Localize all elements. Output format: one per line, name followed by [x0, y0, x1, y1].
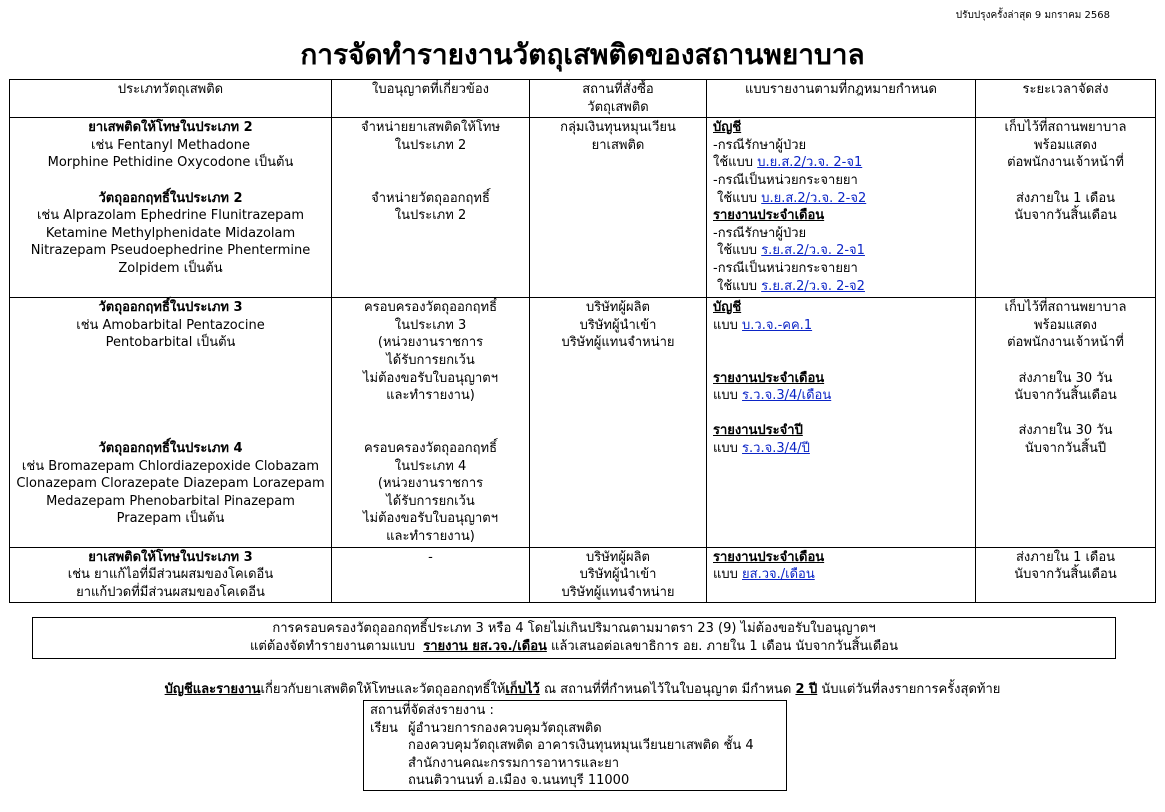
- purchase-text: กลุ่มเงินทุนหมุนเวียน: [560, 120, 676, 136]
- drug-examples: เช่น Amobarbital Pentazocine: [76, 317, 265, 333]
- drug-examples: Ketamine Methylphenidate Midazolam: [45, 225, 296, 241]
- report-forms-cell: [707, 118, 976, 298]
- drug-examples: Prazepam เป็นต้น: [116, 511, 225, 527]
- license-cell: [332, 547, 530, 603]
- license-cell: [332, 118, 530, 298]
- form-prefix: แบบ: [713, 440, 738, 456]
- address-recipient: ผู้อำนวยการกองควบคุมวัตถุเสพติด: [408, 720, 602, 736]
- drug-group-title: วัตถุออกฤทธิ์ในประเภท 4: [98, 440, 243, 456]
- address-line: กองควบคุมวัตถุเสพติด อาคารเงินทุนหมุนเวียนยาเสพติด ชั้น 4: [408, 738, 754, 754]
- license-text: (หน่วยงานราชการ: [377, 476, 484, 492]
- report-heading: รายงานประจำเดือน: [713, 208, 825, 224]
- period-text: ต่อพนักงานเจ้าหน้าที่: [1007, 335, 1124, 351]
- drug-examples: เช่น Fentanyl Methadone: [91, 137, 250, 153]
- retention-statement: [0, 681, 1165, 699]
- drug-examples: Zolpidem เป็นต้น: [118, 260, 223, 276]
- license-text: จำหน่ายยาเสพติดให้โทษ: [360, 120, 501, 136]
- license-text: ครอบครองวัตถุออกฤทธิ์: [363, 440, 498, 456]
- drug-examples: Morphine Pethidine Oxycodone เป็นต้น: [47, 155, 294, 171]
- retention-text: นับแต่วันที่ลงรายการครั้งสุดท้าย: [817, 682, 1001, 697]
- header-report-forms: แบบรายงานตามที่กฎหมายกำหนด: [707, 80, 976, 118]
- license-text: ในประเภท 4: [394, 458, 467, 474]
- drug-type-cell: [10, 547, 332, 603]
- report-forms-cell: [707, 547, 976, 603]
- period-text: ส่งภายใน 30 วัน: [1018, 370, 1113, 386]
- drug-examples: Medazepam Phenobarbital Pinazepam: [46, 493, 295, 509]
- period-text: พร้อมแสดง: [1033, 137, 1098, 153]
- drug-examples: Clonazepam Clorazepate Diazepam Lorazepam: [16, 476, 325, 492]
- license-text: และทำรายงาน): [386, 388, 475, 404]
- period-text: เก็บไว้ที่สถานพยาบาล: [1004, 300, 1127, 316]
- report-table: [9, 79, 1156, 603]
- period-text: เก็บไว้ที่สถานพยาบาล: [1004, 120, 1127, 136]
- license-text: ได้รับการยกเว้น: [386, 352, 475, 368]
- period-text: ส่งภายใน 1 เดือน: [1015, 549, 1116, 565]
- report-case: -กรณีรักษาผู้ป่วย: [713, 225, 807, 241]
- report-case: -กรณีเป็นหน่วยกระจายยา: [713, 172, 858, 188]
- report-forms-cell: [707, 298, 976, 547]
- drug-examples: เช่น ยาแก้ไอที่มีส่วนผสมของโคเดอีน: [67, 567, 274, 583]
- period-text: พร้อมแสดง: [1033, 317, 1098, 333]
- table-row: [10, 298, 1156, 547]
- use-form-label: ใช้แบบ: [717, 190, 758, 206]
- delivery-period-cell: [976, 118, 1156, 298]
- license-text: ในประเภท 2: [394, 137, 467, 153]
- form-prefix: แบบ: [713, 388, 738, 404]
- form-link[interactable]: ร.ว.จ.3/4/ปี: [742, 440, 810, 456]
- license-text: -: [428, 549, 433, 565]
- period-text: ต่อพนักงานเจ้าหน้าที่: [1007, 155, 1124, 171]
- purchase-place-cell: [530, 118, 707, 298]
- address-line: ถนนติวานนท์ อ.เมือง จ.นนทบุรี 11000: [408, 773, 630, 789]
- drug-group-title: วัตถุออกฤทธิ์ในประเภท 2: [98, 190, 243, 206]
- period-text: นับจากวันสิ้นเดือน: [1014, 388, 1117, 404]
- license-text: จำหน่ายวัตถุออกฤทธิ์: [371, 190, 490, 206]
- report-heading: รายงานประจำเดือน: [713, 370, 825, 386]
- header-purchase-place: สถานที่สั่งซื้อ วัตถุเสพติด: [530, 80, 707, 118]
- header-license: ใบอนุญาตที่เกี่ยวข้อง: [332, 80, 530, 118]
- license-text: ไม่ต้องขอรับใบอนุญาตฯ: [362, 511, 499, 527]
- form-link[interactable]: บ.ย.ส.2/ว.จ. 2-จ2: [761, 190, 867, 206]
- form-link[interactable]: ร.ว.จ.3/4/เดือน: [742, 388, 832, 404]
- license-text: ครอบครองวัตถุออกฤทธิ์: [363, 300, 498, 316]
- retention-text: เกี่ยวกับยาเสพติดให้โทษและวัตถุออกฤทธิ์ให้: [260, 682, 506, 697]
- drug-examples: ยาแก้ปวดที่มีส่วนผสมของโคเดอีน: [76, 584, 265, 600]
- purchase-place-cell: [530, 298, 707, 547]
- form-link[interactable]: บ.ย.ส.2/ว.จ. 2-จ1: [757, 155, 863, 171]
- period-text: นับจากวันสิ้นเดือน: [1014, 208, 1117, 224]
- drug-examples: เช่น Alprazolam Ephedrine Flunitrazepam: [36, 208, 305, 224]
- report-heading: รายงานประจำเดือน: [713, 549, 825, 565]
- form-link[interactable]: ร.ย.ส.2/ว.จ. 2-จ1: [761, 243, 865, 259]
- drug-examples: Pentobarbital เป็นต้น: [105, 335, 236, 351]
- form-link[interactable]: ร.ย.ส.2/ว.จ. 2-จ2: [761, 278, 865, 294]
- period-text: ส่งภายใน 1 เดือน: [1015, 190, 1116, 206]
- purchase-place-cell: [530, 547, 707, 603]
- drug-examples: Nitrazepam Pseudoephedrine Phentermine: [30, 243, 311, 259]
- drug-type-cell: [10, 298, 332, 547]
- drug-examples: เช่น Bromazepam Chlordiazepoxide Clobazam: [21, 458, 320, 474]
- header-type: ประเภทวัตถุเสพติด: [10, 80, 332, 118]
- report-case: -กรณีรักษาผู้ป่วย: [713, 137, 807, 153]
- license-cell: [332, 298, 530, 547]
- license-text: ในประเภท 3: [394, 317, 467, 333]
- license-text: ในประเภท 2: [394, 208, 467, 224]
- report-heading: รายงานประจำปี: [713, 423, 803, 439]
- drug-group-title: ยาเสพติดให้โทษในประเภท 3: [88, 549, 253, 565]
- delivery-address-box: [363, 700, 787, 791]
- purchase-text: บริษัทผู้นำเข้า: [579, 567, 657, 583]
- license-text: ไม่ต้องขอรับใบอนุญาตฯ: [362, 370, 499, 386]
- purchase-text: บริษัทผู้ผลิต: [585, 549, 651, 565]
- note-text: แล้วเสนอต่อเลขาธิการ อย. ภายใน 1 เดือน นับจากวันสิ้นเดือน: [551, 638, 898, 654]
- retention-period: 2 ปี: [795, 682, 818, 697]
- purchase-text: บริษัทผู้ผลิต: [585, 300, 651, 316]
- drug-group-title: ยาเสพติดให้โทษในประเภท 2: [88, 120, 253, 136]
- table-row: [10, 118, 1156, 298]
- exemption-note-box: [32, 617, 1116, 659]
- period-text: นับจากวันสิ้นเดือน: [1014, 567, 1117, 583]
- retention-subject: บัญชีและรายงาน: [164, 682, 261, 697]
- license-text: ได้รับการยกเว้น: [386, 493, 475, 509]
- address-to-label: เรียน: [370, 720, 398, 736]
- drug-type-cell: [10, 118, 332, 298]
- purchase-text: บริษัทผู้แทนจำหน่าย: [561, 335, 675, 351]
- report-heading: บัญชี: [713, 300, 742, 316]
- report-case: -กรณีเป็นหน่วยกระจายยา: [713, 260, 858, 276]
- use-form-label: ใช้แบบ: [717, 243, 758, 259]
- last-updated-text: ปรับปรุงครั้งล่าสุด 9 มกราคม 2568: [955, 10, 1110, 21]
- period-text: ส่งภายใน 30 วัน: [1018, 423, 1113, 439]
- delivery-period-cell: [976, 298, 1156, 547]
- page-title: การจัดทำรายงานวัตถุเสพติดของสถานพยาบาล: [300, 38, 865, 71]
- header-delivery-period: ระยะเวลาจัดส่ง: [976, 80, 1156, 118]
- form-prefix: แบบ: [713, 317, 738, 333]
- note-report-form: รายงาน ยส.วจ./เดือน: [423, 638, 547, 654]
- license-text: (หน่วยงานราชการ: [377, 335, 484, 351]
- retention-text: ณ สถานที่ที่กำหนดไว้ในใบอนุญาต มีกำหนด: [539, 682, 796, 697]
- period-text: นับจากวันสิ้นปี: [1024, 440, 1107, 456]
- address-heading: สถานที่จัดส่งรายงาน :: [370, 703, 494, 718]
- form-link[interactable]: ยส.วจ./เดือน: [742, 567, 815, 583]
- use-form-label: ใช้แบบ: [713, 155, 754, 171]
- retention-keep: เก็บไว้: [505, 682, 540, 697]
- note-text: แต่ต้องจัดทำรายงานตามแบบ: [250, 638, 415, 654]
- use-form-label: ใช้แบบ: [717, 278, 758, 294]
- table-header-row: [10, 80, 1156, 118]
- purchase-text: บริษัทผู้แทนจำหน่าย: [561, 584, 675, 600]
- address-line: สำนักงานคณะกรรมการอาหารและยา: [408, 755, 620, 771]
- form-link[interactable]: บ.ว.จ.-คค.1: [742, 317, 813, 333]
- form-prefix: แบบ: [713, 567, 738, 583]
- table-row: [10, 547, 1156, 603]
- license-text: และทำรายงาน): [386, 528, 475, 544]
- delivery-period-cell: [976, 547, 1156, 603]
- drug-group-title: วัตถุออกฤทธิ์ในประเภท 3: [98, 300, 243, 316]
- purchase-text: ยาเสพติด: [591, 137, 645, 153]
- report-heading: บัญชี: [713, 120, 742, 136]
- purchase-text: บริษัทผู้นำเข้า: [579, 317, 657, 333]
- note-line: การครอบครองวัตถุออกฤทธิ์ประเภท 3 หรือ 4 โดยไม่เกินปริมาณตามมาตรา 23 (9) ไม่ต้องขอรับใบอนุญาตฯ: [272, 621, 876, 636]
